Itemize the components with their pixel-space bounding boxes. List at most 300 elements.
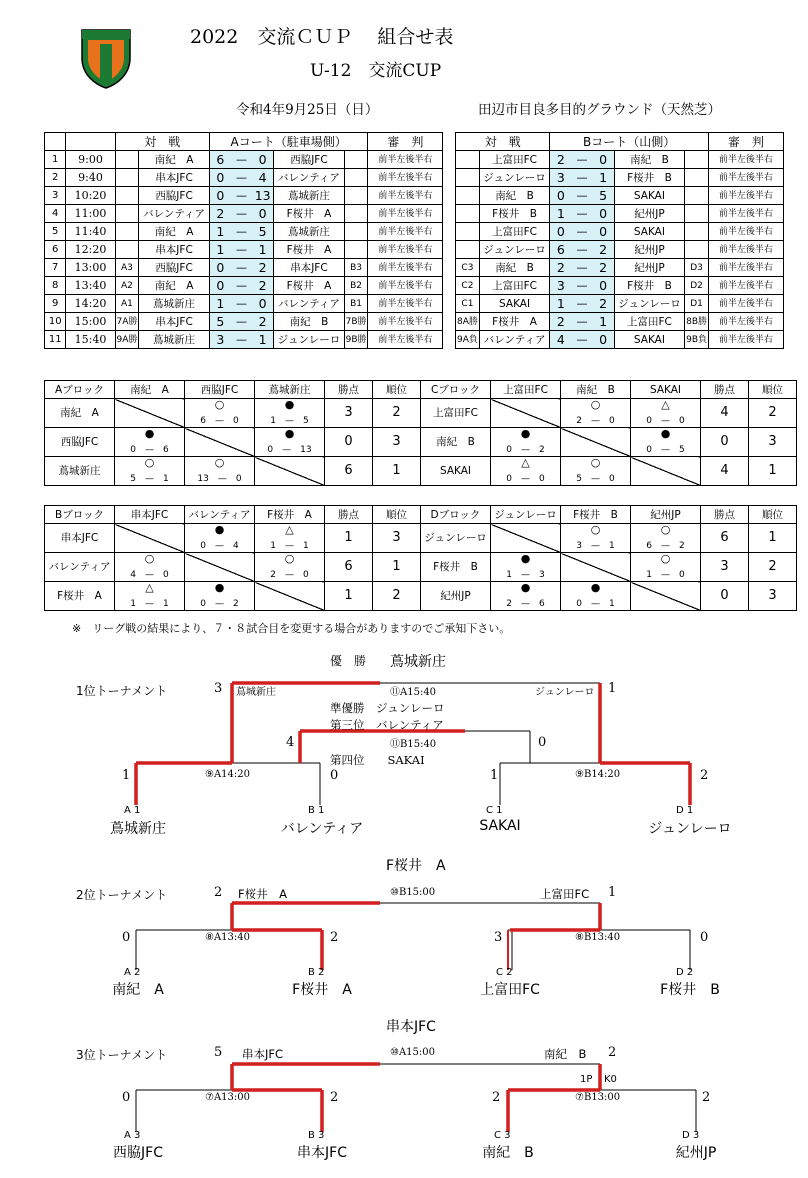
result-score: 4 — 0 [130,570,169,580]
bracket-team-name: 南紀 B [482,1145,534,1161]
sched-pos-b2: 8B勝 [685,313,709,331]
result-mark-icon: ● [660,427,671,440]
sched-home-a: 南紀 A [139,223,210,241]
sched-away-a: 蔦城新庄 [274,187,345,205]
league-col-team: F桜井 A [255,506,325,524]
league-col-team: 上富田FC [491,381,561,399]
league-row-team: F桜井 B [421,553,491,582]
sched-header-match-b: 対 戦 [456,133,550,151]
sched-gap [443,151,456,169]
league-row-team: 上富田FC [421,399,491,428]
league-row-team: ジュンレーロ [421,524,491,553]
sched-score-a2: 2 [252,259,273,277]
bracket-slot-label: D 3 [682,1130,700,1141]
league-cell-result [115,553,185,582]
sched-no: 2 [45,169,66,187]
sched-ref-a: 前半左後半右 [368,223,443,241]
sched-pos-a1: A1 [115,295,139,313]
league-cell-result [185,457,255,486]
result-mark-icon: ○ [590,523,601,536]
league-col-team: バレンティア [185,506,255,524]
sched-ref-b: 前半左後半右 [708,313,783,331]
league-row-team: 西脇JFC [45,428,115,457]
sched-time: 13:00 [66,259,115,277]
result-mark-icon: ● [284,427,295,440]
sched-pos-a2: B3 [344,259,368,277]
league-row-team: バレンティア [45,553,115,582]
league-cell-result [185,524,255,553]
sched-header-match-a: 対 戦 [115,133,209,151]
bracket-slot-label: A 3 [124,1130,141,1141]
t2-score-b: 2 [330,930,339,945]
sched-away-b: 紀州JP [614,241,685,259]
sched-away-a: F桜井 A [274,205,345,223]
result-mark-icon: ● [520,552,531,565]
league-rank: 1 [749,457,797,486]
t3-winner: 串本JFC [386,1019,436,1035]
result-score: 0 — 2 [200,599,239,609]
event-venue: 田辺市目良多目的グラウンド（天然芝） [478,102,721,118]
t1-score-b: 0 [330,768,339,783]
bracket-slot-label: D 2 [676,967,694,978]
result-mark-icon: △ [145,581,154,594]
sched-pos-a2 [344,223,368,241]
bracket-team-name: 蔦城新庄 [110,821,166,837]
result-mark-icon: ● [590,581,601,594]
sched-pos-a2 [344,241,368,259]
sched-time: 11:40 [66,223,115,241]
league-cell-result [115,457,185,486]
page-title: 2022 交流ＣＵＰ 組合せ表 [190,26,454,48]
sched-pos-b2 [685,241,709,259]
t2-final-right-score: 1 [608,885,617,900]
sched-home-a: 西脇JFC [139,259,210,277]
sched-score-a1: 1 [209,241,230,259]
league-rank: 2 [373,582,421,611]
league-rank: 2 [749,553,797,582]
sched-dash-b: — [571,259,592,277]
sched-score-b2: 1 [593,313,614,331]
sched-score-a1: 0 [209,277,230,295]
league-points: 1 [325,524,373,553]
sched-dash-b: — [571,313,592,331]
result-mark-icon: △ [285,523,294,536]
league-rank: 3 [749,428,797,457]
sched-away-b: 紀州JP [614,259,685,277]
t1-fourth: 第四位 SAKAI [330,753,425,767]
league-points: 6 [325,457,373,486]
league-points: 6 [325,553,373,582]
league-cell-result [185,399,255,428]
t2-final-right-team: 上富田FC [540,887,590,901]
sched-no: 6 [45,241,66,259]
sched-dash-a: — [231,277,252,295]
result-mark-icon: ○ [144,456,155,469]
page-subtitle: U-12 交流CUP [310,61,442,81]
league-col-team: 蔦城新庄 [255,381,325,399]
league-col-team: 南紀 B [561,381,631,399]
league-row [45,524,797,553]
sched-dash-a: — [231,259,252,277]
t3-score-b: 2 [330,1090,339,1105]
league-cell-self [631,582,701,611]
sched-away-a: ジュンレーロ [274,331,345,349]
league-col-team: 串本JFC [115,506,185,524]
t2-final-left-team: F桜井 A [238,887,287,901]
sched-dash-b: — [571,277,592,295]
sched-score-a2: 0 [252,295,273,313]
league-cell-self [255,457,325,486]
t3-final-right-score: 2 [608,1045,617,1060]
t1-winner: 蔦城新庄 [390,654,446,670]
t2-winner: F桜井 A [386,858,446,874]
sched-away-b: SAKAI [614,331,685,349]
sched-pos-a1: 7A勝 [115,313,139,331]
t2-score-a: 0 [122,930,131,945]
sched-header-blank [66,133,115,151]
sched-score-b1: 3 [550,169,571,187]
sched-score-a2: 1 [252,331,273,349]
league-points: 1 [325,582,373,611]
league-cell-result [631,524,701,553]
sched-ref-b: 前半左後半右 [708,295,783,313]
t3-semi-left: ⑦A13:00 [205,1092,251,1103]
bracket-slot-label: B 2 [308,967,325,978]
sched-score-b2: 2 [593,241,614,259]
bracket-team-name: 紀州JP [675,1145,717,1161]
league-col-rank: 順位 [749,381,797,399]
sched-score-b2: 2 [593,295,614,313]
league-col-points: 勝点 [701,506,749,524]
t1-semi-left: ⑨A14:20 [205,769,251,780]
sched-pos-a1 [115,223,139,241]
result-score: 0 — 4 [200,541,239,551]
t1-semi-right: ⑨B14:20 [575,769,621,780]
bracket-team-name: F桜井 B [660,982,720,998]
sched-pos-a2 [344,205,368,223]
sched-pos-b1 [456,205,480,223]
league-cell-result [561,399,631,428]
result-score: 13 — 0 [197,474,242,484]
league-table-ac [44,380,797,486]
sched-ref-b: 前半左後半右 [708,223,783,241]
sched-dash-a: — [231,331,252,349]
sched-pos-a2: B1 [344,295,368,313]
sched-ref-a: 前半左後半右 [368,277,443,295]
sched-ref-b: 前半左後半右 [708,205,783,223]
league-rank: 1 [373,553,421,582]
t3-score-c: 2 [492,1090,501,1105]
sched-no: 4 [45,205,66,223]
t1-third-left-score: 4 [286,735,295,750]
league-row [45,582,797,611]
schedule-row [45,169,784,187]
sched-header-blank [443,133,456,151]
bracket-team-name: SAKAI [479,818,521,834]
sched-no: 8 [45,277,66,295]
sched-pos-b1: 9A負 [456,331,480,349]
schedule-row [45,151,784,169]
bracket-slot-label: C 1 [486,805,503,816]
sched-home-b: 上富田FC [479,223,550,241]
t2-score-c: 3 [494,930,503,945]
sched-ref-a: 前半左後半右 [368,313,443,331]
result-mark-icon: ○ [590,398,601,411]
t1-score-d: 2 [700,768,709,783]
sched-home-a: 西脇JFC [139,187,210,205]
league-rank: 2 [749,399,797,428]
sched-dash-b: — [571,205,592,223]
sched-ref-a: 前半左後半右 [368,331,443,349]
result-score: 1 — 3 [506,570,545,580]
sched-ref-a: 前半左後半右 [368,205,443,223]
league-points: 4 [701,457,749,486]
league-points: 4 [701,399,749,428]
sched-home-b: ジュンレーロ [479,169,550,187]
sched-gap [443,223,456,241]
league-col-team: ジュンレーロ [491,506,561,524]
result-score: 0 — 2 [506,445,545,455]
sched-no: 7 [45,259,66,277]
t1-winner-label: 優 勝 [330,654,367,668]
sched-dash-b: — [571,241,592,259]
sched-pos-b2 [685,187,709,205]
sched-score-b2: 0 [593,277,614,295]
result-mark-icon: △ [661,398,670,411]
league-row-team: SAKAI [421,457,491,486]
sched-ref-a: 前半左後半右 [368,169,443,187]
t1-score-a: 1 [122,768,131,783]
sched-pos-b2 [685,205,709,223]
schedule-row [45,313,784,331]
league-cell-result [561,457,631,486]
result-score: 0 — 0 [506,474,545,484]
sched-ref-a: 前半左後半右 [368,241,443,259]
sched-away-b: F桜井 B [614,169,685,187]
league-cell-self [185,553,255,582]
sched-pos-a1: 9A勝 [115,331,139,349]
sched-header-ref-b: 審 判 [708,133,783,151]
league-block-label: Aブロック [45,381,115,399]
sched-time: 12:20 [66,241,115,259]
sched-pos-a1 [115,187,139,205]
sched-dash-b: — [571,151,592,169]
league-cell-result [631,553,701,582]
league-block-label: Bブロック [45,506,115,524]
league-row-team: 南紀 B [421,428,491,457]
result-score: 2 — 6 [506,599,545,609]
sched-dash-b: — [571,187,592,205]
t1-final-right-team: ジュンレーロ [535,687,595,698]
sched-away-b: SAKAI [614,187,685,205]
sched-pos-b1: 8A勝 [456,313,480,331]
league-col-team: 西脇JFC [185,381,255,399]
sched-pos-a2 [344,169,368,187]
sched-pos-a2: B2 [344,277,368,295]
league-cell-result [255,553,325,582]
sched-ref-a: 前半左後半右 [368,151,443,169]
sched-home-a: 南紀 A [139,151,210,169]
schedule-row [45,259,784,277]
league-rank: 1 [373,457,421,486]
sched-ref-b: 前半左後半右 [708,187,783,205]
league-cell-result [631,399,701,428]
league-cell-self [115,524,185,553]
t3-ko: K0 [604,1074,617,1085]
sched-gap [443,259,456,277]
league-points: 6 [701,524,749,553]
sched-gap [443,187,456,205]
result-score: 1 — 0 [646,570,685,580]
sched-score-b2: 0 [593,205,614,223]
league-points: 3 [701,553,749,582]
sched-gap [443,313,456,331]
t1-final-left-team: 蔦城新庄 [236,687,276,698]
result-score: 0 — 13 [267,445,312,455]
bracket-slot-label: B 3 [308,1130,325,1141]
sched-pos-b1: C3 [456,259,480,277]
sched-time: 9:00 [66,151,115,169]
t3-pk: 1P [580,1074,593,1085]
sched-pos-a1 [115,241,139,259]
sched-score-a2: 2 [252,277,273,295]
result-mark-icon: ○ [590,456,601,469]
sched-score-a1: 0 [209,169,230,187]
sched-pos-b1 [456,169,480,187]
sched-pos-a2: 9B勝 [344,331,368,349]
league-cell-result [561,582,631,611]
league-cell-result [491,582,561,611]
sched-ref-b: 前半左後半右 [708,151,783,169]
league-table-bd [44,505,797,611]
sched-pos-a1: A3 [115,259,139,277]
sched-score-b1: 2 [550,259,571,277]
result-score: 2 — 0 [270,570,309,580]
sched-gap [443,169,456,187]
league-col-team: 紀州JP [631,506,701,524]
sched-time: 15:40 [66,331,115,349]
league-row-team: 蔦城新庄 [45,457,115,486]
sched-pos-b2: D1 [685,295,709,313]
bracket-team-name: 南紀 A [112,982,164,998]
result-mark-icon: ○ [144,552,155,565]
sched-score-a1: 3 [209,331,230,349]
sched-header-court-a: Aコート（駐車場側） [209,133,367,151]
sched-gap [443,241,456,259]
sched-away-a: 蔦城新庄 [274,223,345,241]
league-points: 3 [325,399,373,428]
result-mark-icon: ○ [284,552,295,565]
sched-pos-b1 [456,151,480,169]
sched-pos-a1: A2 [115,277,139,295]
sched-score-a1: 2 [209,205,230,223]
sched-score-b2: 0 [593,151,614,169]
league-points: 0 [701,582,749,611]
league-row [45,457,797,486]
league-col-points: 勝点 [701,381,749,399]
sched-time: 15:00 [66,313,115,331]
result-score: 6 — 2 [646,541,685,551]
sched-away-a: 南紀 B [274,313,345,331]
result-score: 1 — 1 [130,599,169,609]
sched-pos-a2 [344,187,368,205]
league-col-team: F桜井 B [561,506,631,524]
sched-dash-a: — [231,241,252,259]
league-cell-self [561,428,631,457]
sched-ref-b: 前半左後半右 [708,331,783,349]
sched-score-b2: 1 [593,169,614,187]
result-score: 0 — 6 [130,445,169,455]
result-mark-icon: ● [520,427,531,440]
sched-home-b: 南紀 B [479,187,550,205]
league-col-points: 勝点 [325,506,373,524]
league-cell-self [631,457,701,486]
sched-pos-b1 [456,223,480,241]
sched-time: 14:20 [66,295,115,313]
t3-score-d: 2 [702,1090,711,1105]
league-col-rank: 順位 [749,506,797,524]
bracket-2-lines [0,860,808,980]
schedule-row [45,205,784,223]
league-row [45,399,797,428]
sched-home-b: F桜井 B [479,205,550,223]
league-rank: 3 [373,524,421,553]
league-block-label: Dブロック [421,506,491,524]
result-score: 1 — 1 [270,541,309,551]
sched-away-a: 西脇JFC [274,151,345,169]
sched-away-b: 南紀 B [614,151,685,169]
sched-home-b: ジュンレーロ [479,241,550,259]
t3-final-left-score: 5 [214,1045,223,1060]
sched-pos-b1 [456,241,480,259]
result-mark-icon: ● [214,523,225,536]
schedule-row [45,187,784,205]
sched-pos-b2: D3 [685,259,709,277]
sched-header-court-b: Bコート（山側） [550,133,708,151]
league-cell-result [115,428,185,457]
sched-gap [443,295,456,313]
schedule-row [45,241,784,259]
result-score: 2 — 0 [576,416,615,426]
sched-time: 9:40 [66,169,115,187]
league-rank: 3 [749,582,797,611]
schedule-row [45,331,784,349]
t1-name: 1位トーナメント [76,684,168,698]
league-points: 0 [325,428,373,457]
league-cell-result [491,457,561,486]
t2-semi-right: ⑧B13:40 [575,932,621,943]
league-cell-self [185,428,255,457]
sched-home-b: 南紀 B [479,259,550,277]
sched-ref-a: 前半左後半右 [368,295,443,313]
result-score: 5 — 1 [130,474,169,484]
league-row-team: F桜井 A [45,582,115,611]
sched-score-a1: 0 [209,187,230,205]
league-cell-self [491,524,561,553]
sched-score-a1: 0 [209,259,230,277]
sched-score-b1: 2 [550,151,571,169]
league-row-team: 串本JFC [45,524,115,553]
schedule-table [44,132,784,349]
result-mark-icon: ○ [214,398,225,411]
t1-final-left-score: 3 [214,681,223,696]
sched-score-b1: 0 [550,187,571,205]
sched-pos-b1 [456,187,480,205]
result-mark-icon: ● [284,398,295,411]
sched-away-a: 串本JFC [274,259,345,277]
sched-ref-a: 前半左後半右 [368,187,443,205]
sched-pos-b2 [685,151,709,169]
